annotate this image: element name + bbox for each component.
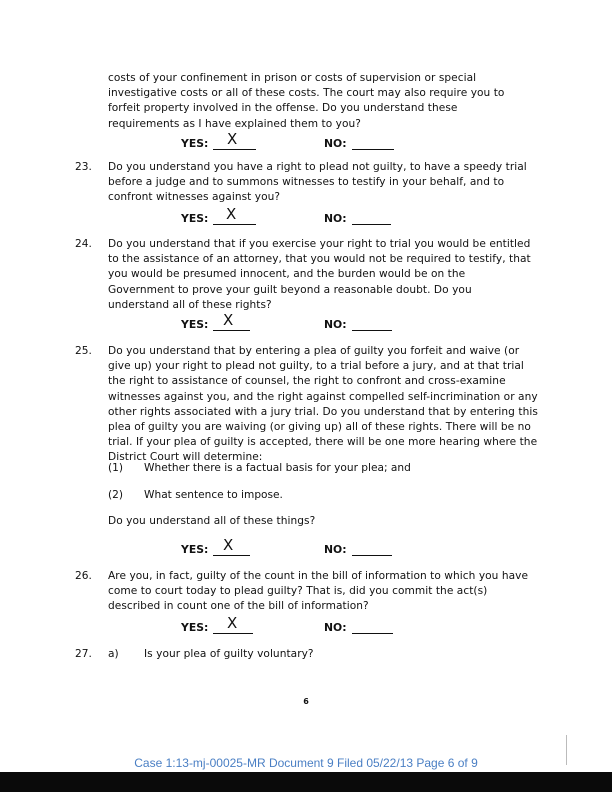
q23-yes-checkmark: X <box>226 205 237 223</box>
q25-yes-label: YES: <box>181 543 209 556</box>
q24-no-label: NO: <box>324 318 347 331</box>
case-footer: Case 1:13-mj-00025-MR Document 9 Filed 05/22/13 Page 6 of 9 <box>134 756 478 770</box>
q22-yes-checkmark: X <box>227 130 238 148</box>
q25-item-2-text: What sentence to impose. <box>144 489 283 501</box>
q22-text: costs of your confinement in prison or costs of supervision or special investigative costs or all of these costs. The court may also require you to forfeit property involved in the offense. Do you understand these requirements as I have explained them to you? <box>108 72 505 130</box>
scan-bottom-bar <box>0 772 612 792</box>
q27-number: 27. <box>75 648 92 660</box>
q25-closing: Do you understand all of these things? <box>108 515 316 527</box>
q24-yes-label: YES: <box>181 318 209 331</box>
q23-no-blank[interactable] <box>352 210 391 225</box>
q25-no-blank[interactable] <box>352 541 392 556</box>
q22-no-blank[interactable] <box>352 135 394 150</box>
q23-yes-label: YES: <box>181 212 209 225</box>
q25-item-1-text: Whether there is a factual basis for your plea; and <box>144 462 411 474</box>
scan-edge-mark <box>566 735 567 765</box>
q23-text: Do you understand you have a right to plead not guilty, to have a speedy trial before a judge and to summons witnesses to testify in your behalf, and to confront witnesses against you? <box>108 161 527 204</box>
q26-no-label: NO: <box>324 621 347 634</box>
q26-number: 26. <box>75 570 92 582</box>
q24-yes-checkmark: X <box>223 311 234 329</box>
q24-text: Do you understand that if you exercise your right to trial you would be entitled to the assistance of an attorney, that you would not be required to testify, that you would be presumed innocent, and the burden would be on the Government to prove your guilt beyond a reasonable doubt. Do you understand all of these rights? <box>108 238 531 311</box>
q25-item-2-label: (2) <box>108 489 124 501</box>
q26-yes-checkmark: X <box>227 614 238 632</box>
q25-no-label: NO: <box>324 543 347 556</box>
q26-text: Are you, in fact, guilty of the count in the bill of information to which you have come to court today to plead guilty? That is, did you commit the act(s) described in count one of the bill of information? <box>108 570 529 613</box>
q23-no-label: NO: <box>324 212 347 225</box>
q25-text: Do you understand that by entering a plea of guilty you forfeit and waive (or give up) your right to plead not guilty, to a trial before a jury, and at that trial the right to assistance of counsel, the right to confront and cross-examine witnesses against you, and the right against compelled self-incrimination or any other rights associated with a jury trial. Do you understand that by entering this plea of guilty you are waiving (or giving up) all of these rights. There will be no trial. If your plea of guilty is accepted, there will be one more hearing where the District Court will determine: <box>108 345 538 464</box>
q23-number: 23. <box>75 161 92 173</box>
page-number: 6 <box>303 697 309 706</box>
q24-no-blank[interactable] <box>352 316 392 331</box>
q22-yes-label: YES: <box>181 137 209 150</box>
q24-number: 24. <box>75 238 92 250</box>
q26-yes-label: YES: <box>181 621 209 634</box>
q25-yes-checkmark: X <box>223 536 234 554</box>
q25-item-1-label: (1) <box>108 462 124 474</box>
q25-number: 25. <box>75 345 92 357</box>
q27-text: Is your plea of guilty voluntary? <box>144 648 314 660</box>
q26-no-blank[interactable] <box>352 619 393 634</box>
q22-no-label: NO: <box>324 137 347 150</box>
q27-sub-label: a) <box>108 648 119 660</box>
